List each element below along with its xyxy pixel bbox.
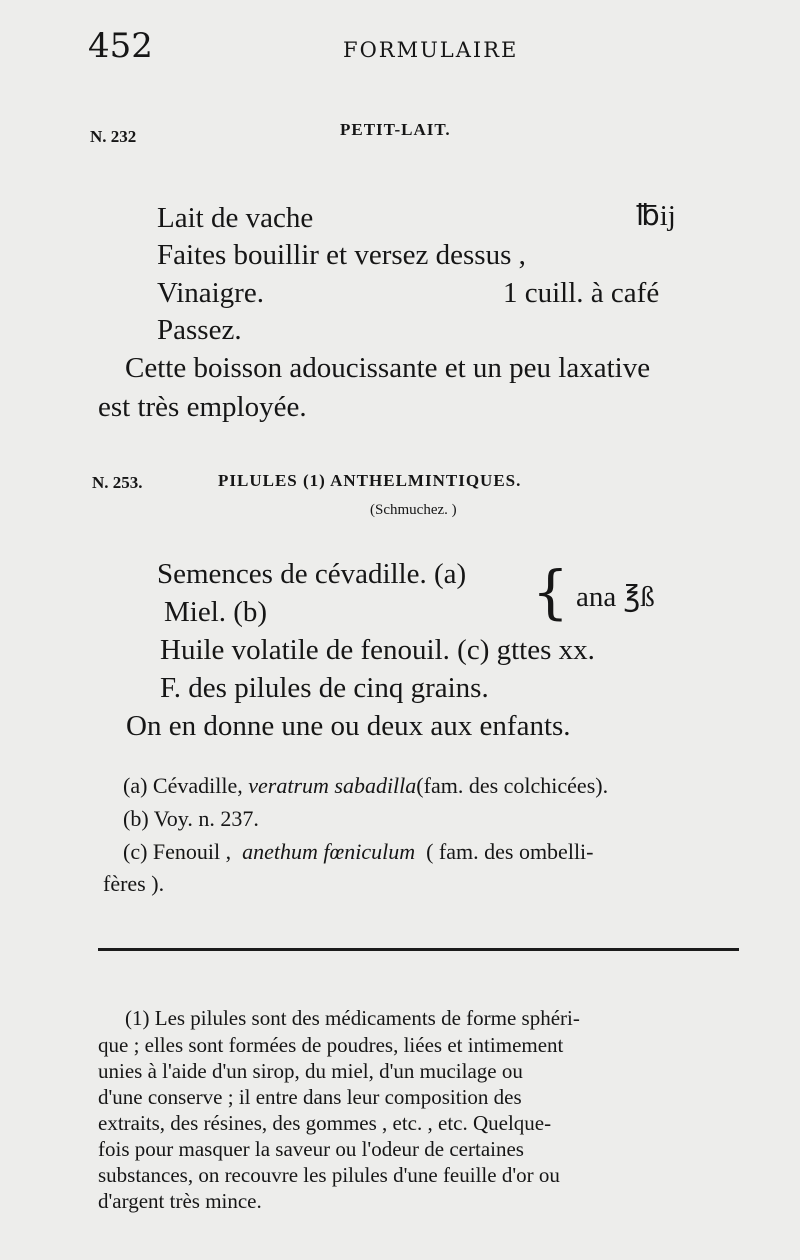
instruction-line: Passez. [157, 314, 242, 346]
footnote-line: unies à l'aide d'un sirop, du miel, d'un mucilage ou [98, 1059, 523, 1083]
ingredient-line: Vinaigre. [157, 277, 264, 309]
footnote-line: (1) Les pilules sont des médicaments de forme sphéri- [125, 1006, 580, 1030]
ingredient-quantity: 1 cuill. à café [503, 277, 660, 309]
remark-line: Cette boisson adoucissante et un peu laxative [125, 352, 651, 384]
note-c: (c) Fenouil , anethum fœniculum ( fam. des ombelli- [123, 839, 594, 864]
footnote-line: d'une conserve ; il entre dans leur composition des [98, 1085, 522, 1109]
footnote-line: substances, on recouvre les pilules d'une feuille d'or ou [98, 1163, 560, 1187]
footnote-line: d'argent très mince. [98, 1189, 262, 1213]
note-b: (b) Voy. n. 237. [123, 806, 259, 831]
ingredient-line: Miel. (b) [164, 596, 268, 628]
running-title: FORMULAIRE [343, 38, 519, 62]
formula-number: N. 232 [90, 127, 137, 146]
ingredient-quantity: ℔ij [636, 200, 676, 232]
footnote-line: extraits, des résines, des gommes , etc. , etc. Quelque- [98, 1111, 552, 1135]
ingredient-line: Lait de vache [157, 202, 314, 234]
remark-line: est très employée. [98, 391, 307, 423]
formula-number: N. 253. [92, 473, 143, 492]
brace-symbol: { [532, 558, 569, 626]
ingredient-line: Huile volatile de fenouil. (c) gttes xx. [160, 634, 595, 666]
footnote-separator [98, 948, 739, 951]
note-c-continuation: fères ). [103, 871, 165, 896]
instruction-line: Faites bouillir et versez dessus , [157, 239, 526, 271]
note-a: (a) Cévadille, veratrum sabadilla(fam. des colchicées). [123, 773, 609, 798]
instruction-line: F. des pilules de cinq grains. [160, 672, 489, 704]
remark-line: On en donne une ou deux aux enfants. [126, 710, 571, 742]
ingredient-line: Semences de cévadille. (a) [157, 558, 467, 590]
formula-title: PETIT-LAIT. [340, 120, 451, 139]
footnote-line: que ; elles sont formées de poudres, liées et intimement [98, 1033, 564, 1057]
formula-author: (Schmuchez. ) [370, 502, 457, 518]
footnote-line: fois pour masquer la saveur ou l'odeur de certaines [98, 1137, 524, 1161]
ingredient-quantity: ana ℥ß [576, 581, 655, 613]
formula-title: PILULES (1) ANTHELMINTIQUES. [218, 471, 522, 490]
page-number: 452 [88, 26, 153, 66]
